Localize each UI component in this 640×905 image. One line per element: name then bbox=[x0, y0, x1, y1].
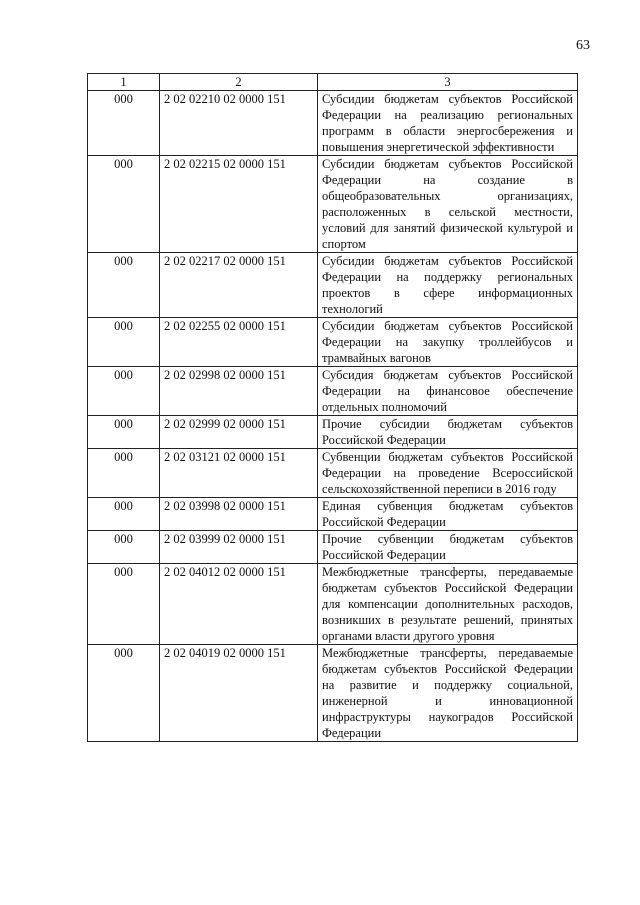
kbk-code-cell: 2 02 02255 02 0000 151 bbox=[160, 318, 318, 367]
page-number: 63 bbox=[576, 38, 590, 53]
admin-code-cell: 000 bbox=[88, 498, 160, 531]
description-cell: Субсидии бюджетам субъектов Российской Федерации на создание в общеобразовательных организациях, расположенных в сельской местности, условий для занятий физической культурой и спортом bbox=[318, 156, 578, 253]
description-cell: Субсидии бюджетам субъектов Российской Федерации на реализацию региональных программ в области энергосбережения и повышения энергетической эффективности bbox=[318, 91, 578, 156]
admin-code-cell: 000 bbox=[88, 367, 160, 416]
admin-code-cell: 000 bbox=[88, 564, 160, 645]
kbk-code-cell: 2 02 02999 02 0000 151 bbox=[160, 416, 318, 449]
table-row bbox=[88, 91, 578, 156]
kbk-code-cell: 2 02 02217 02 0000 151 bbox=[160, 253, 318, 318]
admin-code-cell: 000 bbox=[88, 449, 160, 498]
admin-code-cell: 000 bbox=[88, 645, 160, 742]
kbk-code-cell: 2 02 03999 02 0000 151 bbox=[160, 531, 318, 564]
kbk-code-cell: 2 02 04012 02 0000 151 bbox=[160, 564, 318, 645]
kbk-code-cell: 2 02 02998 02 0000 151 bbox=[160, 367, 318, 416]
description-cell: Субвенции бюджетам субъектов Российской Федерации на проведение Всероссийской сельскохозяйственной переписи в 2016 году bbox=[318, 449, 578, 498]
column-header-3: 3 bbox=[318, 74, 578, 91]
table-row bbox=[88, 645, 578, 742]
description-cell: Единая субвенция бюджетам субъектов Российской Федерации bbox=[318, 498, 578, 531]
description-cell: Субсидии бюджетам субъектов Российской Федерации на закупку троллейбусов и трамвайных вагонов bbox=[318, 318, 578, 367]
description-cell: Прочие субсидии бюджетам субъектов Российской Федерации bbox=[318, 416, 578, 449]
admin-code-cell: 000 bbox=[88, 253, 160, 318]
admin-code-cell: 000 bbox=[88, 156, 160, 253]
table-row bbox=[88, 531, 578, 564]
kbk-code-cell: 2 02 02210 02 0000 151 bbox=[160, 91, 318, 156]
kbk-code-cell: 2 02 03998 02 0000 151 bbox=[160, 498, 318, 531]
admin-code-cell: 000 bbox=[88, 531, 160, 564]
admin-code-cell: 000 bbox=[88, 91, 160, 156]
table-row bbox=[88, 156, 578, 253]
table-row bbox=[88, 416, 578, 449]
column-header-2: 2 bbox=[160, 74, 318, 91]
kbk-code-cell: 2 02 04019 02 0000 151 bbox=[160, 645, 318, 742]
admin-code-cell: 000 bbox=[88, 416, 160, 449]
kbk-code-cell: 2 02 02215 02 0000 151 bbox=[160, 156, 318, 253]
description-cell: Межбюджетные трансферты, передаваемые бюджетам субъектов Российской Федерации для компенсации дополнительных расходов, возникших в результате решений, принятых органами власти другого уровня bbox=[318, 564, 578, 645]
description-cell: Субсидия бюджетам субъектов Российской Федерации на финансовое обеспечение отдельных полномочий bbox=[318, 367, 578, 416]
budget-classification-table bbox=[87, 73, 578, 742]
table-header-row bbox=[88, 74, 578, 91]
table-row bbox=[88, 253, 578, 318]
table-row bbox=[88, 318, 578, 367]
table-row bbox=[88, 449, 578, 498]
table-row bbox=[88, 564, 578, 645]
description-cell: Межбюджетные трансферты, передаваемые бюджетам субъектов Российской Федерации на развитие и поддержку социальной, инженерной и инновационной инфраструктуры наукоградов Российской Федерации bbox=[318, 645, 578, 742]
description-cell: Прочие субвенции бюджетам субъектов Российской Федерации bbox=[318, 531, 578, 564]
admin-code-cell: 000 bbox=[88, 318, 160, 367]
description-cell: Субсидии бюджетам субъектов Российской Федерации на поддержку региональных проектов в сфере информационных технологий bbox=[318, 253, 578, 318]
table-row bbox=[88, 367, 578, 416]
kbk-code-cell: 2 02 03121 02 0000 151 bbox=[160, 449, 318, 498]
table-row bbox=[88, 498, 578, 531]
column-header-1: 1 bbox=[88, 74, 160, 91]
